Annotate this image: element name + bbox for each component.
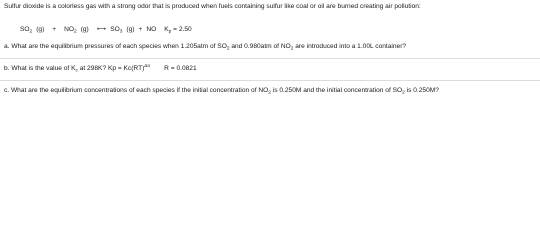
reactant-so2-state: (g) <box>36 26 45 33</box>
plus-sign-2: + <box>138 26 143 33</box>
divider <box>0 58 540 59</box>
reactant-no2-state: (g) <box>80 26 89 33</box>
question-a: a. What are the equilibrium pressures of each species when 1.205atm of $SO_2$ and 0.980atm of $NO_2$ are introduced into a 1.00L container? <box>4 43 407 52</box>
product-so3-state: (g) <box>126 26 135 33</box>
question-b: b. What is the value of $K_c$ at 298K? Kp = Kc(RT)$^{\Delta n}$ R = 0.0821 <box>4 64 197 74</box>
product-no: NO <box>146 26 157 33</box>
reaction-equation <box>20 27 192 34</box>
product-so3: $SO_3$ <box>110 26 123 35</box>
reactant-no2: $NO_2$ <box>64 26 77 35</box>
equilibrium-arrow-icon: ⟷ <box>96 26 107 33</box>
intro-text <box>4 4 421 11</box>
reactant-so2: $SO_2$ <box>20 26 33 35</box>
question-c: c. What are the equilibrium concentrations of each species if the initial concentration of $NO_2$ is 0.250M and the initial concentration of $SO_2$ is 0.250M? <box>4 87 439 96</box>
intro-sentence: Sulfur dioxide is a colorless gas with a strong odor that is produced when fuels containing sulfur like coal or oil are burned creating air pollution: <box>4 3 421 10</box>
gas-constant: R = 0.0821 <box>164 65 197 72</box>
plus-sign: + <box>52 26 57 33</box>
kp-expression: $K_p = 2.50$ <box>164 26 192 35</box>
divider-2 <box>0 80 540 81</box>
